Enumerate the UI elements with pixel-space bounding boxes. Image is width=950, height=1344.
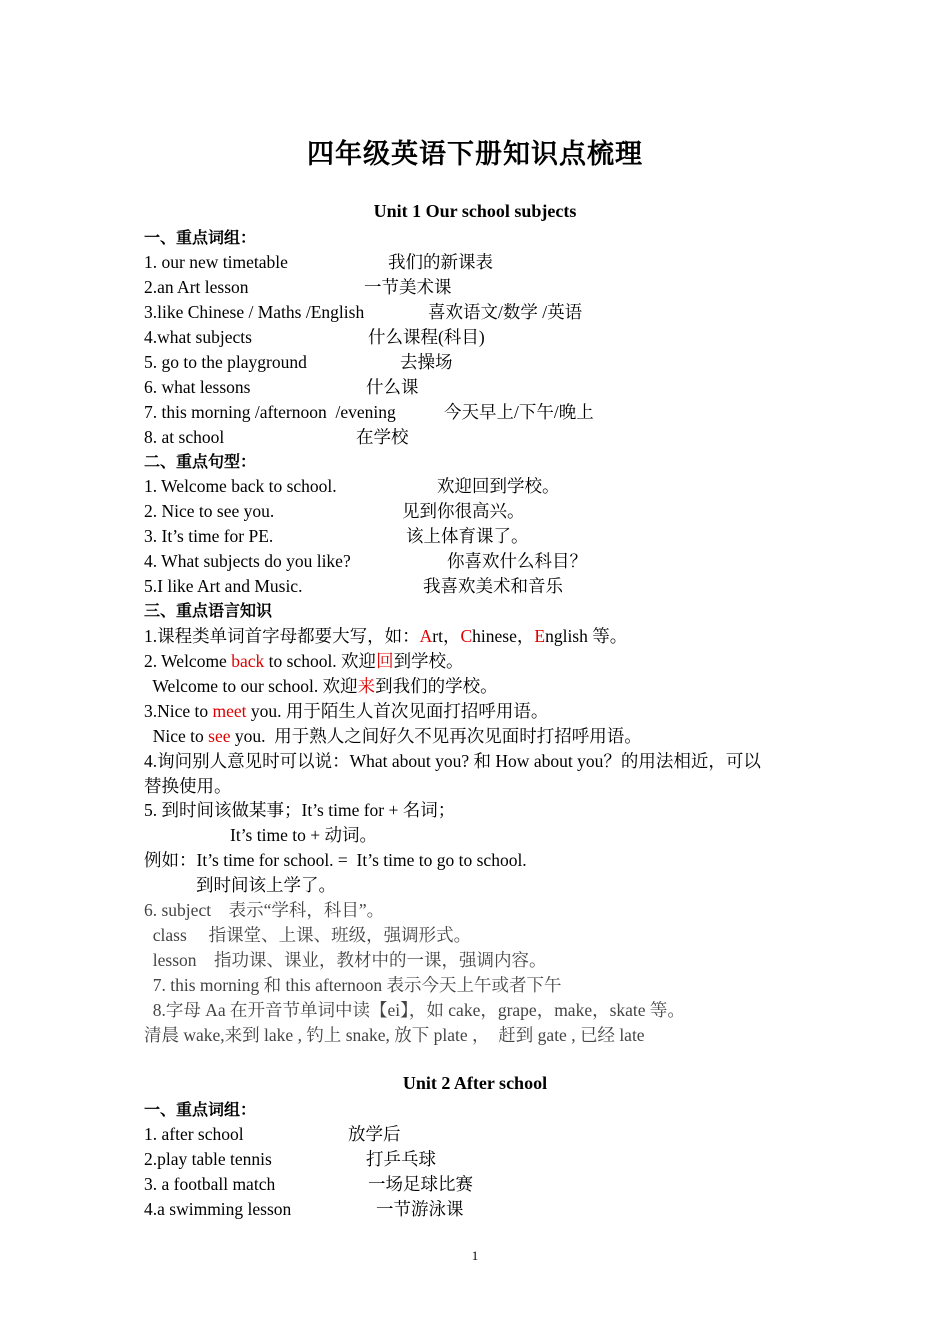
- knowledge-2a-post: 到学校。: [393, 651, 464, 671]
- unit1-sentence-5-en: 5.I like Art and Music.: [144, 576, 303, 596]
- page-number: 1: [471, 1248, 479, 1263]
- knowledge-7: 7. this morning 和 this afternoon 表示今天上午或者下午: [144, 975, 562, 995]
- knowledge-1-art: rt，: [432, 626, 461, 646]
- knowledge-6b: class 指课堂、上课、班级，强调形式。: [144, 925, 472, 945]
- highlight-back: back: [231, 651, 265, 671]
- capital-e: E: [534, 626, 546, 646]
- unit2-phrase-1-cn: 放学后: [348, 1124, 401, 1144]
- unit1-sentence-5-cn: 我喜欢美术和音乐: [423, 576, 563, 596]
- knowledge-3a-pre: 3.Nice to: [144, 701, 213, 721]
- capital-c: C: [460, 626, 473, 646]
- unit1-sentence-2-en: 2. Nice to see you.: [144, 501, 275, 521]
- unit1-phrase-4-en: 4.what subjects: [144, 327, 252, 347]
- knowledge-5b: It’s time to + 动词。: [230, 825, 377, 845]
- knowledge-3b-pre: Nice to: [144, 726, 209, 746]
- highlight-see: see: [208, 726, 231, 746]
- unit1-phrase-1-cn: 我们的新课表: [388, 252, 493, 272]
- knowledge-4a: 4.询问别人意见时可以说：What about you? 和 How about you？的用法相近，可以: [144, 751, 761, 771]
- knowledge-3b: [144, 725, 642, 747]
- knowledge-9: 清晨 wake,来到 lake , 钓上 snake, 放下 plate ， 赶到 gate , 已经 late: [144, 1025, 645, 1045]
- unit1-phrase-7-en: 7. this morning /afternoon /evening: [144, 402, 396, 422]
- unit2-phrase-4-en: 4.a swimming lesson: [144, 1199, 292, 1219]
- knowledge-3a: [144, 700, 548, 722]
- unit1-phrase-2-cn: 一节美术课: [364, 277, 452, 297]
- unit1-phrase-6-en: 6. what lessons: [144, 377, 251, 397]
- unit2-phrase-4-cn: 一节游泳课: [376, 1199, 464, 1219]
- unit1-section-sentences: 二、重点句型：: [144, 452, 257, 471]
- unit1-sentence-4-cn: 你喜欢什么科目？: [447, 551, 587, 571]
- unit1-heading: Unit 1 Our school subjects: [373, 201, 577, 221]
- knowledge-4b: 替换使用。: [144, 776, 232, 796]
- highlight-meet: meet: [212, 701, 247, 721]
- knowledge-6c: lesson 指功课、课业，教材中的一课，强调内容。: [144, 950, 547, 970]
- unit1-phrase-7-cn: 今天早上/下午/晚上: [444, 402, 594, 422]
- knowledge-5a: 5. 到时间该做某事；It’s time for + 名词；: [144, 800, 456, 820]
- knowledge-6a: 6. subject 表示“学科，科目”。: [144, 900, 385, 920]
- unit2-phrase-1-en: 1. after school: [144, 1124, 244, 1144]
- knowledge-1: [144, 625, 627, 647]
- unit1-sentence-2-cn: 见到你很高兴。: [402, 501, 525, 521]
- highlight-lai: 来: [357, 676, 376, 696]
- unit1-phrase-3-en: 3.like Chinese / Maths /English: [144, 302, 365, 322]
- unit2-phrase-2-cn: 打乒乓球: [366, 1149, 436, 1169]
- knowledge-2b-post: 到我们的学校。: [375, 676, 498, 696]
- knowledge-2a-mid: to school. 欢迎: [264, 651, 377, 671]
- knowledge-2a: [144, 650, 464, 672]
- unit1-sentence-1-cn: 欢迎回到学校。: [437, 476, 560, 496]
- unit2-phrase-3-en: 3. a football match: [144, 1174, 276, 1194]
- unit1-phrase-5-en: 5. go to the playground: [144, 352, 307, 372]
- knowledge-2b: [144, 675, 498, 697]
- unit2-section-phrases: 一、重点词组：: [144, 1100, 257, 1119]
- unit1-phrase-8-en: 8. at school: [144, 427, 225, 447]
- unit1-phrase-2-en: 2.an Art lesson: [144, 277, 249, 297]
- unit1-phrase-8-cn: 在学校: [356, 427, 409, 447]
- unit1-phrase-1-en: 1. our new timetable: [144, 252, 288, 272]
- unit1-sentence-3-cn: 该上体育课了。: [406, 526, 529, 546]
- knowledge-2b-pre: Welcome to our school. 欢迎: [144, 676, 358, 696]
- unit1-sentence-3-en: 3. It’s time for PE.: [144, 526, 274, 546]
- knowledge-3a-post: you. 用于陌生人首次见面打招呼用语。: [246, 701, 549, 721]
- unit1-phrase-4-cn: 什么课程(科目): [368, 327, 485, 347]
- knowledge-1-english: nglish 等。: [545, 626, 628, 646]
- unit1-phrase-5-cn: 去操场: [400, 352, 453, 372]
- knowledge-1-chinese: hinese，: [472, 626, 535, 646]
- unit1-section-knowledge: 三、重点语言知识: [144, 601, 273, 620]
- unit2-heading: Unit 2 After school: [402, 1073, 548, 1093]
- unit1-section-phrases: 一、重点词组：: [144, 228, 257, 247]
- page-title: 四年级英语下册知识点梳理: [307, 139, 643, 170]
- highlight-hui: 回: [376, 651, 394, 671]
- capital-a: A: [419, 626, 433, 646]
- unit1-sentence-4-en: 4. What subjects do you like?: [144, 551, 351, 571]
- unit1-sentence-1-en: 1. Welcome back to school.: [144, 476, 337, 496]
- unit1-phrase-3-cn: 喜欢语文/数学 /英语: [428, 302, 583, 322]
- unit2-phrase-2-en: 2.play table tennis: [144, 1149, 272, 1169]
- unit1-phrase-6-cn: 什么课: [366, 377, 419, 397]
- knowledge-2a-pre: 2. Welcome: [144, 651, 232, 671]
- knowledge-3b-post: you. 用于熟人之间好久不见再次见面时打招呼用语。: [230, 726, 642, 746]
- knowledge-8: 8.字母 Aa 在开音节单词中读【ei】，如 cake，grape，make，skate 等。: [144, 1000, 685, 1020]
- knowledge-5d: 到时间该上学了。: [196, 875, 336, 895]
- knowledge-1-text: 1.课程类单词首字母都要大写，如：: [144, 626, 420, 646]
- knowledge-5c: 例如：It’s time for school. = It’s time to go to school.: [144, 850, 527, 870]
- unit2-phrase-3-cn: 一场足球比赛: [368, 1174, 473, 1194]
